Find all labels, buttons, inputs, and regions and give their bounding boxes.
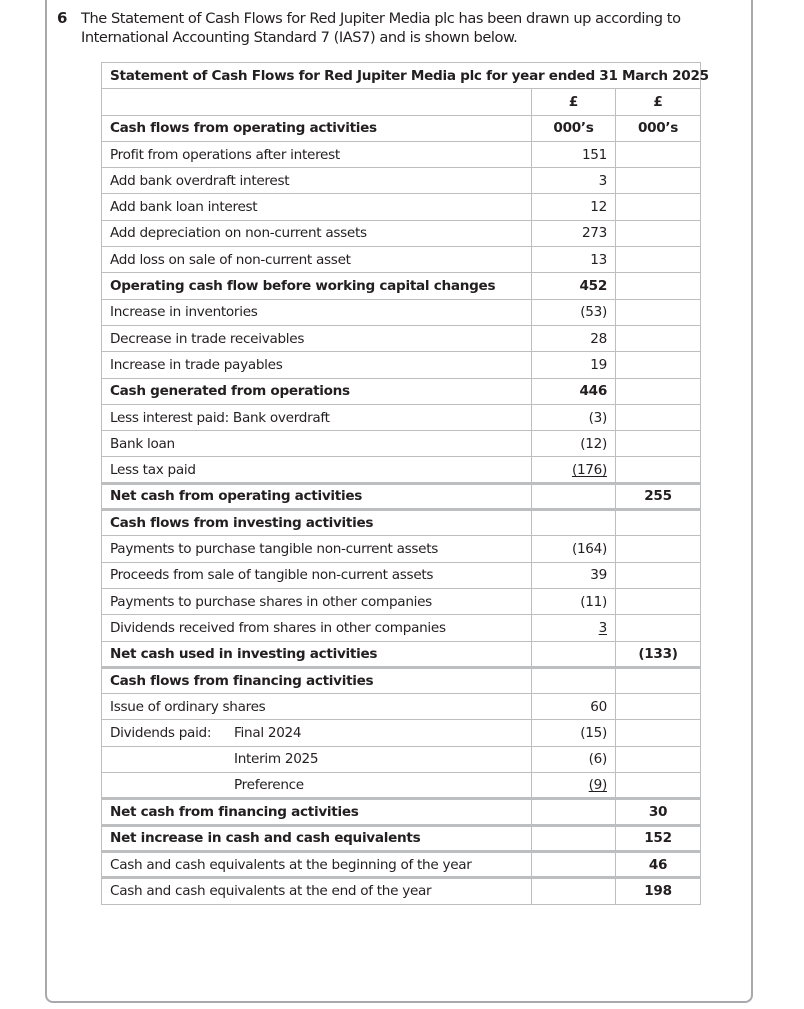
row-value-col1: [532, 667, 616, 693]
table-row: [102, 773, 701, 799]
row-label: Cash and cash equivalents at the end of the year: [102, 878, 532, 904]
row-value-col2: [616, 273, 701, 299]
table-row-total: [102, 641, 701, 667]
row-label: Proceeds from sale of tangible non-current assets: [102, 562, 532, 588]
row-label-cell: [102, 720, 532, 746]
table-row: [102, 247, 701, 273]
header-label-cell: [102, 89, 532, 115]
row-label: Net increase in cash and cash equivalents: [102, 825, 532, 851]
table-row: [102, 746, 701, 772]
table-row: [102, 878, 701, 904]
cash-flow-statement-table: [101, 62, 709, 905]
row-label: Operating cash flow before working capital changes: [102, 273, 532, 299]
row-label: Cash and cash equivalents at the beginning of the year: [102, 851, 532, 877]
row-value-col2: [616, 773, 701, 799]
row-label: Less tax paid: [102, 457, 532, 483]
row-value-col2: (133): [616, 641, 701, 667]
table-row: [102, 431, 701, 457]
row-sublabel: Final 2024: [234, 725, 302, 742]
row-value-col2: [616, 352, 701, 378]
row-label: Cash flows from investing activities: [102, 510, 532, 536]
row-value-col1: (53): [532, 299, 616, 325]
row-value-col1: 28: [532, 325, 616, 351]
row-label: Bank loan: [102, 431, 532, 457]
row-value-col1: (6): [532, 746, 616, 772]
row-value-col2: [616, 299, 701, 325]
table-row: [102, 694, 701, 720]
row-value-col2: [616, 194, 701, 220]
currency-header-col1: £: [532, 89, 616, 115]
row-label: Decrease in trade receivables: [102, 325, 532, 351]
table-title: Statement of Cash Flows for Red Jupiter Media plc for year ended 31 March 2025: [102, 63, 701, 89]
row-label: Dividends received from shares in other companies: [102, 615, 532, 641]
row-value-col2: [616, 247, 701, 273]
row-label: Add loss on sale of non-current asset: [102, 247, 532, 273]
table-row: [102, 220, 701, 246]
table-row-section-investing: [102, 510, 701, 536]
row-value-col2: [616, 536, 701, 562]
row-label: Payments to purchase tangible non-current assets: [102, 536, 532, 562]
row-value-col1: [532, 641, 616, 667]
row-value-col2: [616, 588, 701, 614]
row-value-col1: [532, 851, 616, 877]
row-value-col1: 151: [532, 141, 616, 167]
row-label: Increase in inventories: [102, 299, 532, 325]
row-value-col2: 46: [616, 851, 701, 877]
row-value-col2: [616, 220, 701, 246]
row-value-col1: [532, 878, 616, 904]
row-label: Dividends paid:: [110, 725, 212, 742]
row-label: Net cash from operating activities: [102, 483, 532, 509]
row-value-col1: 446: [532, 378, 616, 404]
table-row: [102, 299, 701, 325]
row-label: Less interest paid: Bank overdraft: [102, 404, 532, 430]
table-row: [102, 168, 701, 194]
table-row: [102, 404, 701, 430]
row-value-col2: 30: [616, 799, 701, 825]
row-label: Profit from operations after interest: [102, 141, 532, 167]
table-title-row: [102, 63, 701, 89]
row-label: Payments to purchase shares in other companies: [102, 588, 532, 614]
table-row: [102, 615, 701, 641]
table-row-section-financing: [102, 667, 701, 693]
table-row-total: [102, 825, 701, 851]
row-value-col1: 273: [532, 220, 616, 246]
row-value-col1: (3): [532, 404, 616, 430]
row-value-col1: [532, 483, 616, 509]
row-sublabel: Preference: [102, 773, 532, 799]
row-label: Net cash from financing activities: [102, 799, 532, 825]
row-value-col2: [616, 615, 701, 641]
row-value-col2: 152: [616, 825, 701, 851]
row-value-col1: 13: [532, 247, 616, 273]
table-row: [102, 194, 701, 220]
table-row: [102, 141, 701, 167]
row-value-col2: [616, 667, 701, 693]
question-intro: The Statement of Cash Flows for Red Jupiter Media plc has been drawn up according to International Accounting Standard 7 (IAS7) and is shown below.: [81, 10, 681, 46]
row-label: Net cash used in investing activities: [102, 641, 532, 667]
row-value-col1: [532, 825, 616, 851]
row-label: Cash flows from financing activities: [102, 667, 532, 693]
currency-header-row: [102, 89, 701, 115]
row-value-col2: [616, 168, 701, 194]
row-value-col2: [616, 325, 701, 351]
row-value-col1: (11): [532, 588, 616, 614]
row-label: Add bank overdraft interest: [102, 168, 532, 194]
row-value-col2: 255: [616, 483, 701, 509]
row-label: Increase in trade payables: [102, 352, 532, 378]
row-value-col1: [532, 510, 616, 536]
row-label: Cash flows from operating activities: [102, 115, 532, 141]
row-value-col1: (12): [532, 431, 616, 457]
table-row-total: [102, 799, 701, 825]
row-value-col1: (176): [571, 461, 607, 478]
table-row-subtotal: [102, 273, 701, 299]
row-value-col1: [532, 799, 616, 825]
units-header-col1: 000’s: [532, 115, 616, 141]
currency-header-col2: £: [616, 89, 701, 115]
table-row: [102, 536, 701, 562]
row-value-col2: 198: [616, 878, 701, 904]
row-value-col1: (9): [588, 777, 607, 794]
question-number: 6: [57, 9, 68, 27]
row-value-col2: [616, 378, 701, 404]
table-row-total: [102, 483, 701, 509]
row-label: Add bank loan interest: [102, 194, 532, 220]
row-value-col1: (164): [532, 536, 616, 562]
row-value-col2: [616, 562, 701, 588]
row-sublabel: Interim 2025: [102, 746, 532, 772]
row-value-col2: [616, 746, 701, 772]
row-value-col2: [616, 141, 701, 167]
row-label: Add depreciation on non-current assets: [102, 220, 532, 246]
row-value-col1: 3: [598, 619, 607, 636]
row-value-col1: 452: [532, 273, 616, 299]
table-row: [102, 352, 701, 378]
table-row: [102, 457, 701, 483]
row-label: Cash generated from operations: [102, 378, 532, 404]
table-row: [102, 720, 701, 746]
table-row-section-operating: [102, 115, 701, 141]
table-row: [102, 562, 701, 588]
table-row: [102, 851, 701, 877]
row-value-col1: 19: [532, 352, 616, 378]
row-label: Issue of ordinary shares: [102, 694, 532, 720]
row-value-col2: [616, 694, 701, 720]
row-value-col2: [616, 720, 701, 746]
table-row-subtotal: [102, 378, 701, 404]
row-value-col2: [616, 457, 701, 483]
row-value-col1: 60: [532, 694, 616, 720]
row-value-col1: 12: [532, 194, 616, 220]
row-value-col1: 3: [532, 168, 616, 194]
row-value-col2: [616, 431, 701, 457]
table-row: [102, 325, 701, 351]
row-value-col2: [616, 404, 701, 430]
table-row: [102, 588, 701, 614]
units-header-col2: 000’s: [616, 115, 701, 141]
row-value-col2: [616, 510, 701, 536]
row-value-col1: (15): [532, 720, 616, 746]
row-value-col1: 39: [532, 562, 616, 588]
